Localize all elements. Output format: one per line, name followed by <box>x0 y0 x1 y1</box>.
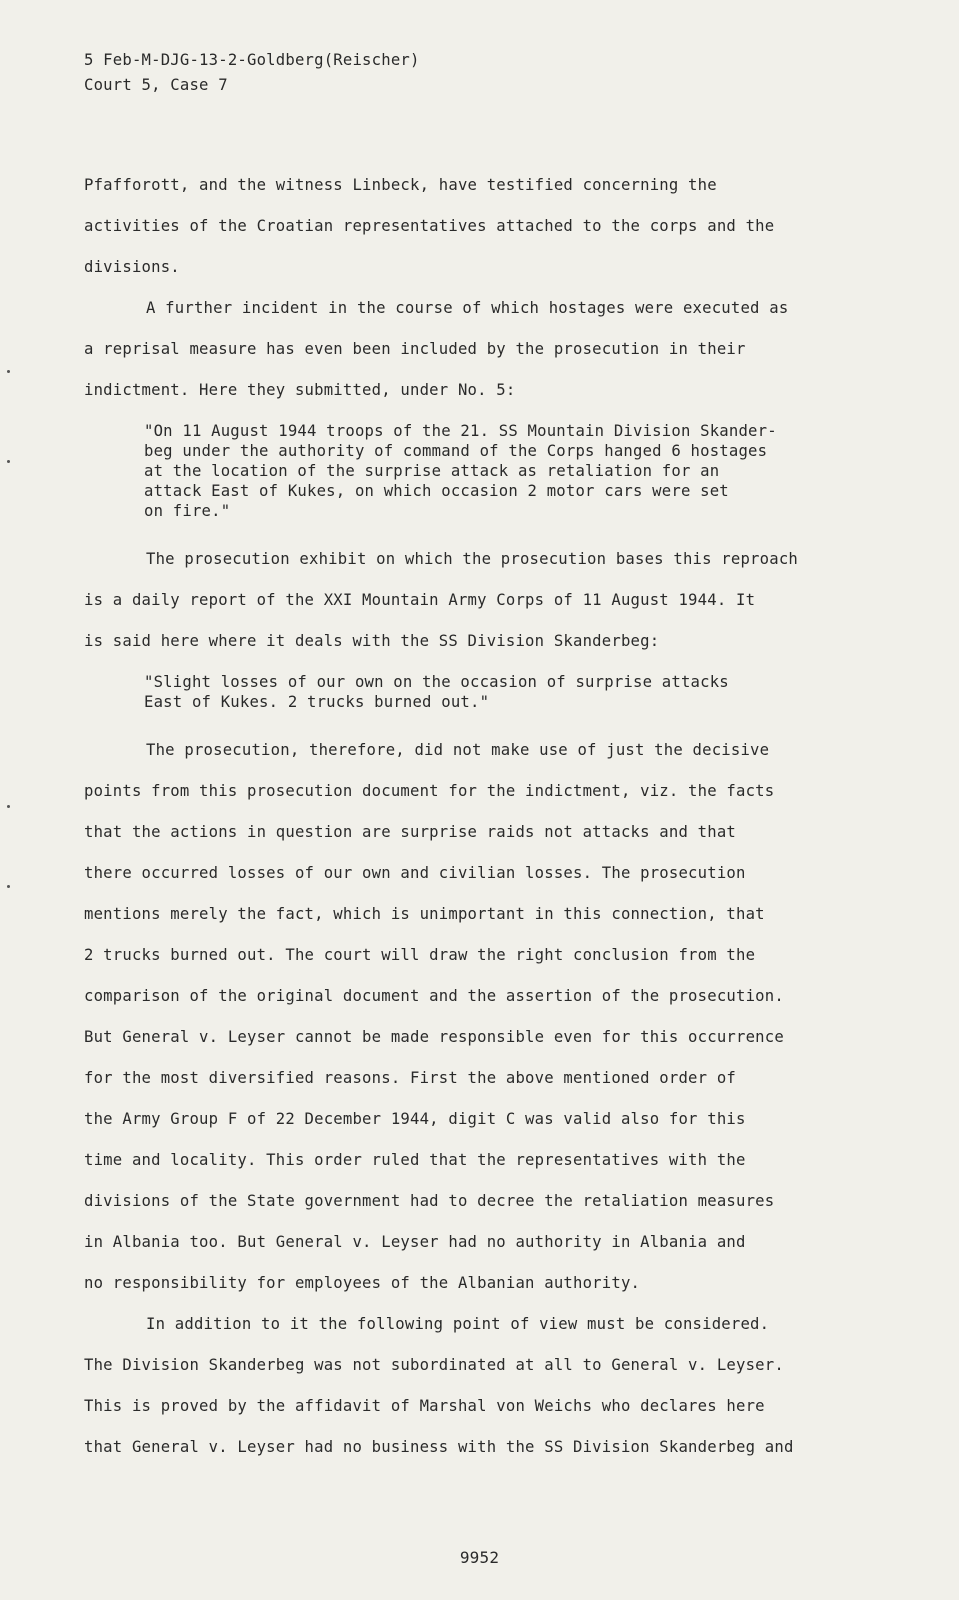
text-line: there occurred losses of our own and civilian losses. The prosecution <box>84 864 746 882</box>
text-line: time and locality. This order ruled that the representatives with the <box>84 1151 746 1169</box>
text-line: that General v. Leyser had no business with the SS Division Skanderbeg and <box>84 1438 794 1456</box>
quote-line: "On 11 August 1944 troops of the 21. SS Mountain Division Skander- <box>144 422 777 440</box>
text-line: that the actions in question are surprise raids not attacks and that <box>84 823 736 841</box>
text-line: a reprisal measure has even been included by the prosecution in their <box>84 340 746 358</box>
text-line: mentions merely the fact, which is unimportant in this connection, that <box>84 905 765 923</box>
text-line: This is proved by the affidavit of Marshal von Weichs who declares here <box>84 1397 765 1415</box>
text-line: divisions of the State government had to decree the retaliation measures <box>84 1192 775 1210</box>
text-line: no responsibility for employees of the Albanian authority. <box>84 1274 641 1292</box>
text-line: divisions. <box>84 258 180 276</box>
text-line: The prosecution exhibit on which the prosecution bases this reproach <box>146 550 798 568</box>
text-line: points from this prosecution document for the indictment, viz. the facts <box>84 782 775 800</box>
text-line: activities of the Croatian representatives attached to the corps and the <box>84 217 775 235</box>
quote-line: attack East of Kukes, on which occasion 2 motor cars were set <box>144 482 729 500</box>
text-line: In addition to it the following point of view must be considered. <box>146 1315 770 1333</box>
quote-line: at the location of the surprise attack as retaliation for an <box>144 462 720 480</box>
paragraph <box>84 288 884 411</box>
text-line: But General v. Leyser cannot be made responsible even for this occurrence <box>84 1028 784 1046</box>
paragraph <box>84 539 884 662</box>
text-line: The Division Skanderbeg was not subordinated at all to General v. Leyser. <box>84 1356 784 1374</box>
margin-mark <box>7 885 10 888</box>
block-quote <box>144 421 884 521</box>
document-body <box>84 165 884 1468</box>
header-court-case: Court 5, Case 7 <box>84 76 228 94</box>
quote-line: East of Kukes. 2 trucks burned out." <box>144 693 490 711</box>
quote-line: on fire." <box>144 502 231 520</box>
text-line: Pfafforott, and the witness Linbeck, have testified concerning the <box>84 176 717 194</box>
text-line: for the most diversified reasons. First the above mentioned order of <box>84 1069 736 1087</box>
page-number: 9952 <box>459 1548 500 1567</box>
text-line: the Army Group F of 22 December 1944, digit C was valid also for this <box>84 1110 746 1128</box>
paragraph <box>84 1304 884 1468</box>
text-line: A further incident in the course of which hostages were executed as <box>146 299 789 317</box>
text-line: is a daily report of the XXI Mountain Army Corps of 11 August 1944. It <box>84 591 756 609</box>
text-line: 2 trucks burned out. The court will draw the right conclusion from the <box>84 946 756 964</box>
text-line: is said here where it deals with the SS Division Skanderbeg: <box>84 632 660 650</box>
document-header <box>84 48 420 98</box>
text-line: The prosecution, therefore, did not make use of just the decisive <box>146 741 770 759</box>
text-line: in Albania too. But General v. Leyser had no authority in Albania and <box>84 1233 746 1251</box>
header-reference: 5 Feb-M-DJG-13-2-Goldberg(Reischer) <box>84 51 420 69</box>
margin-mark <box>7 370 10 373</box>
margin-mark <box>7 460 10 463</box>
text-line: comparison of the original document and the assertion of the prosecution. <box>84 987 784 1005</box>
quote-line: beg under the authority of command of the Corps hanged 6 hostages <box>144 442 768 460</box>
margin-mark <box>7 805 10 808</box>
quote-line: "Slight losses of our own on the occasion of surprise attacks <box>144 673 729 691</box>
block-quote <box>144 672 884 712</box>
paragraph <box>84 165 884 288</box>
text-line: indictment. Here they submitted, under No. 5: <box>84 381 516 399</box>
paragraph <box>84 730 884 1304</box>
